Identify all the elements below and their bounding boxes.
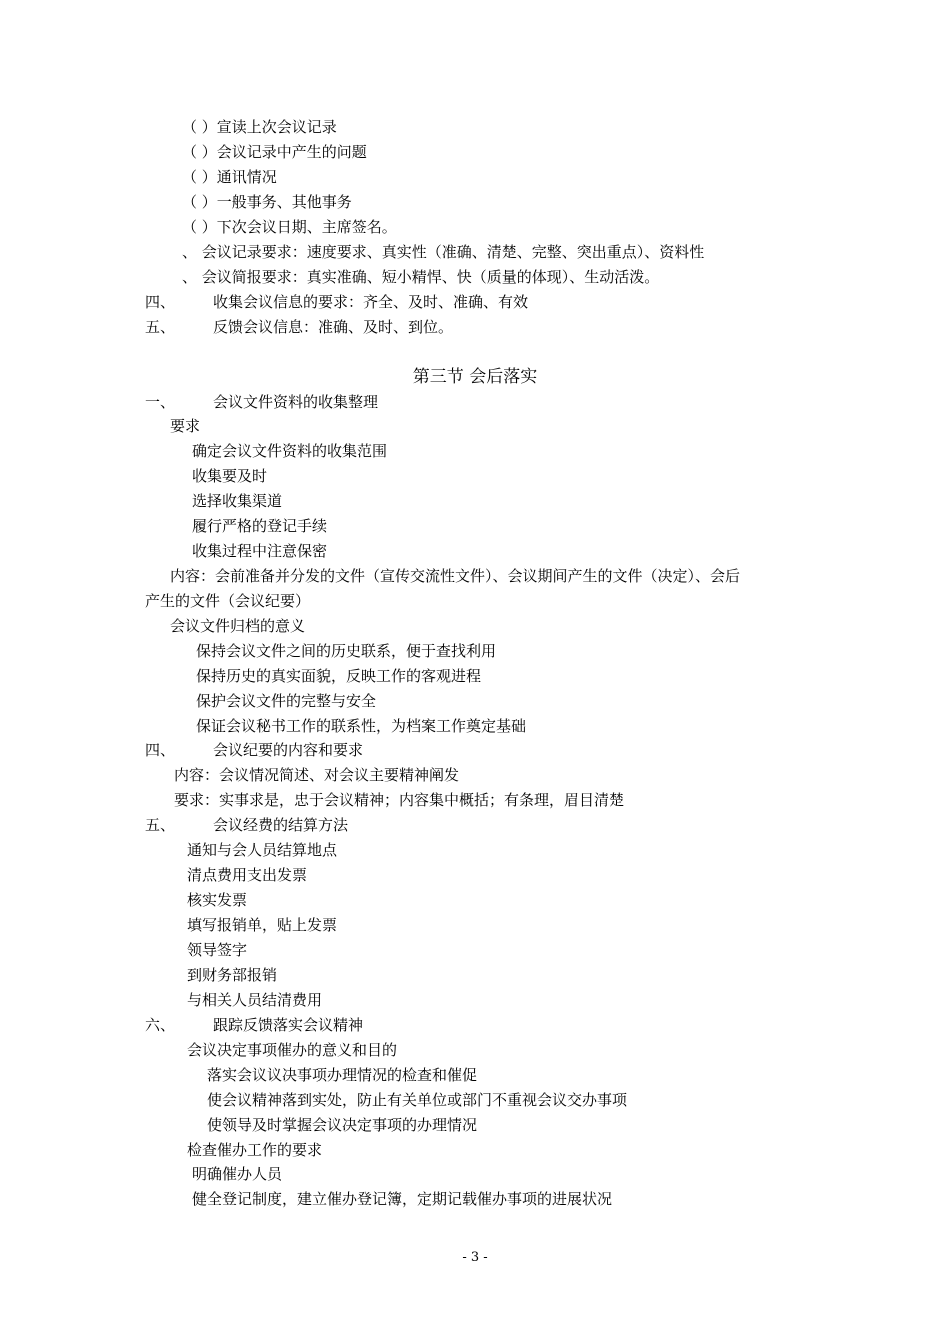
- sub-label: 会议决定事项催办的意义和目的: [187, 1041, 398, 1059]
- paragraph-line: 要求：实事求是，忠于会议精神；内容集中概括；有条理，眉目清楚: [174, 791, 625, 809]
- sub-label: 会议文件归档的意义: [170, 617, 306, 635]
- section-heading: [145, 815, 348, 835]
- section-title: 第三节 会后落实: [412, 367, 538, 387]
- section-heading: [145, 292, 528, 312]
- paragraph-line: 内容：会前准备并分发的文件（宣传交流性文件）、会议期间产生的文件（决定）、会后: [170, 567, 741, 585]
- list-item: 履行严格的登记手续: [192, 517, 328, 535]
- list-item: 收集要及时: [192, 467, 268, 485]
- list-line: （ ）会议记录中产生的问题: [182, 143, 367, 161]
- list-line: （ ）通讯情况: [182, 168, 277, 186]
- section-heading: [145, 317, 453, 337]
- section-heading: [145, 1015, 363, 1035]
- section-text: 会议文件资料的收集整理: [213, 393, 379, 411]
- list-item: 领导签字: [187, 941, 248, 959]
- list-item: 核实发票: [187, 891, 248, 909]
- list-item: 保护会议文件的完整与安全: [196, 692, 377, 710]
- section-text: 收集会议信息的要求：齐全、及时、准确、有效: [213, 293, 529, 311]
- section-number: 四、: [145, 741, 176, 759]
- list-item: 使会议精神落到实处，防止有关单位或部门不重视会议交办事项: [207, 1091, 628, 1109]
- list-item: 到财务部报销: [187, 966, 278, 984]
- list-item: 填写报销单，贴上发票: [187, 916, 338, 934]
- section-number: 四、: [145, 293, 176, 311]
- section-text: 会议经费的结算方法: [213, 816, 349, 834]
- list-item: 保持历史的真实面貌，反映工作的客观进程: [196, 667, 482, 685]
- list-line: （ ）下次会议日期、主席签名。: [182, 218, 397, 236]
- list-item: 确定会议文件资料的收集范围: [192, 442, 388, 460]
- paragraph-line: 产生的文件（会议纪要）: [145, 592, 311, 610]
- list-item: 与相关人员结清费用: [187, 991, 323, 1009]
- list-line: 、 会议记录要求：速度要求、真实性（准确、清楚、完整、突出重点）、资料性: [182, 243, 705, 261]
- list-item: 落实会议议决事项办理情况的检查和催促: [207, 1066, 478, 1084]
- section-heading: [145, 392, 378, 412]
- sub-label: 检查催办工作的要求: [187, 1141, 323, 1159]
- section-text: 跟踪反馈落实会议精神: [213, 1016, 364, 1034]
- list-item: 通知与会人员结算地点: [187, 841, 338, 859]
- list-item: 选择收集渠道: [192, 492, 283, 510]
- section-number: 一、: [145, 393, 176, 411]
- list-item: 保持会议文件之间的历史联系，便于查找利用: [196, 642, 497, 660]
- list-item: 清点费用支出发票: [187, 866, 308, 884]
- list-line: （ ）宣读上次会议记录: [182, 118, 337, 136]
- section-heading: [145, 740, 363, 760]
- sub-label: 要求: [170, 417, 201, 435]
- section-text: 反馈会议信息：准确、及时、到位。: [213, 318, 454, 336]
- section-number: 五、: [145, 318, 176, 336]
- list-item: 明确催办人员: [192, 1165, 283, 1183]
- page-number: - 3 -: [462, 1250, 488, 1265]
- section-number: 六、: [145, 1016, 176, 1034]
- list-item: 使领导及时掌握会议决定事项的办理情况: [207, 1116, 478, 1134]
- list-item: 健全登记制度，建立催办登记簿，定期记载催办事项的进展状况: [192, 1190, 613, 1208]
- list-item: 保证会议秘书工作的联系性，为档案工作奠定基础: [196, 717, 527, 735]
- paragraph-line: 内容：会议情况简述、对会议主要精神阐发: [174, 766, 460, 784]
- list-item: 收集过程中注意保密: [192, 542, 328, 560]
- section-text: 会议纪要的内容和要求: [213, 741, 364, 759]
- list-line: （ ）一般事务、其他事务: [182, 193, 352, 211]
- list-line: 、 会议简报要求：真实准确、短小精悍、快（质量的体现）、生动活泼。: [182, 268, 660, 286]
- section-number: 五、: [145, 816, 176, 834]
